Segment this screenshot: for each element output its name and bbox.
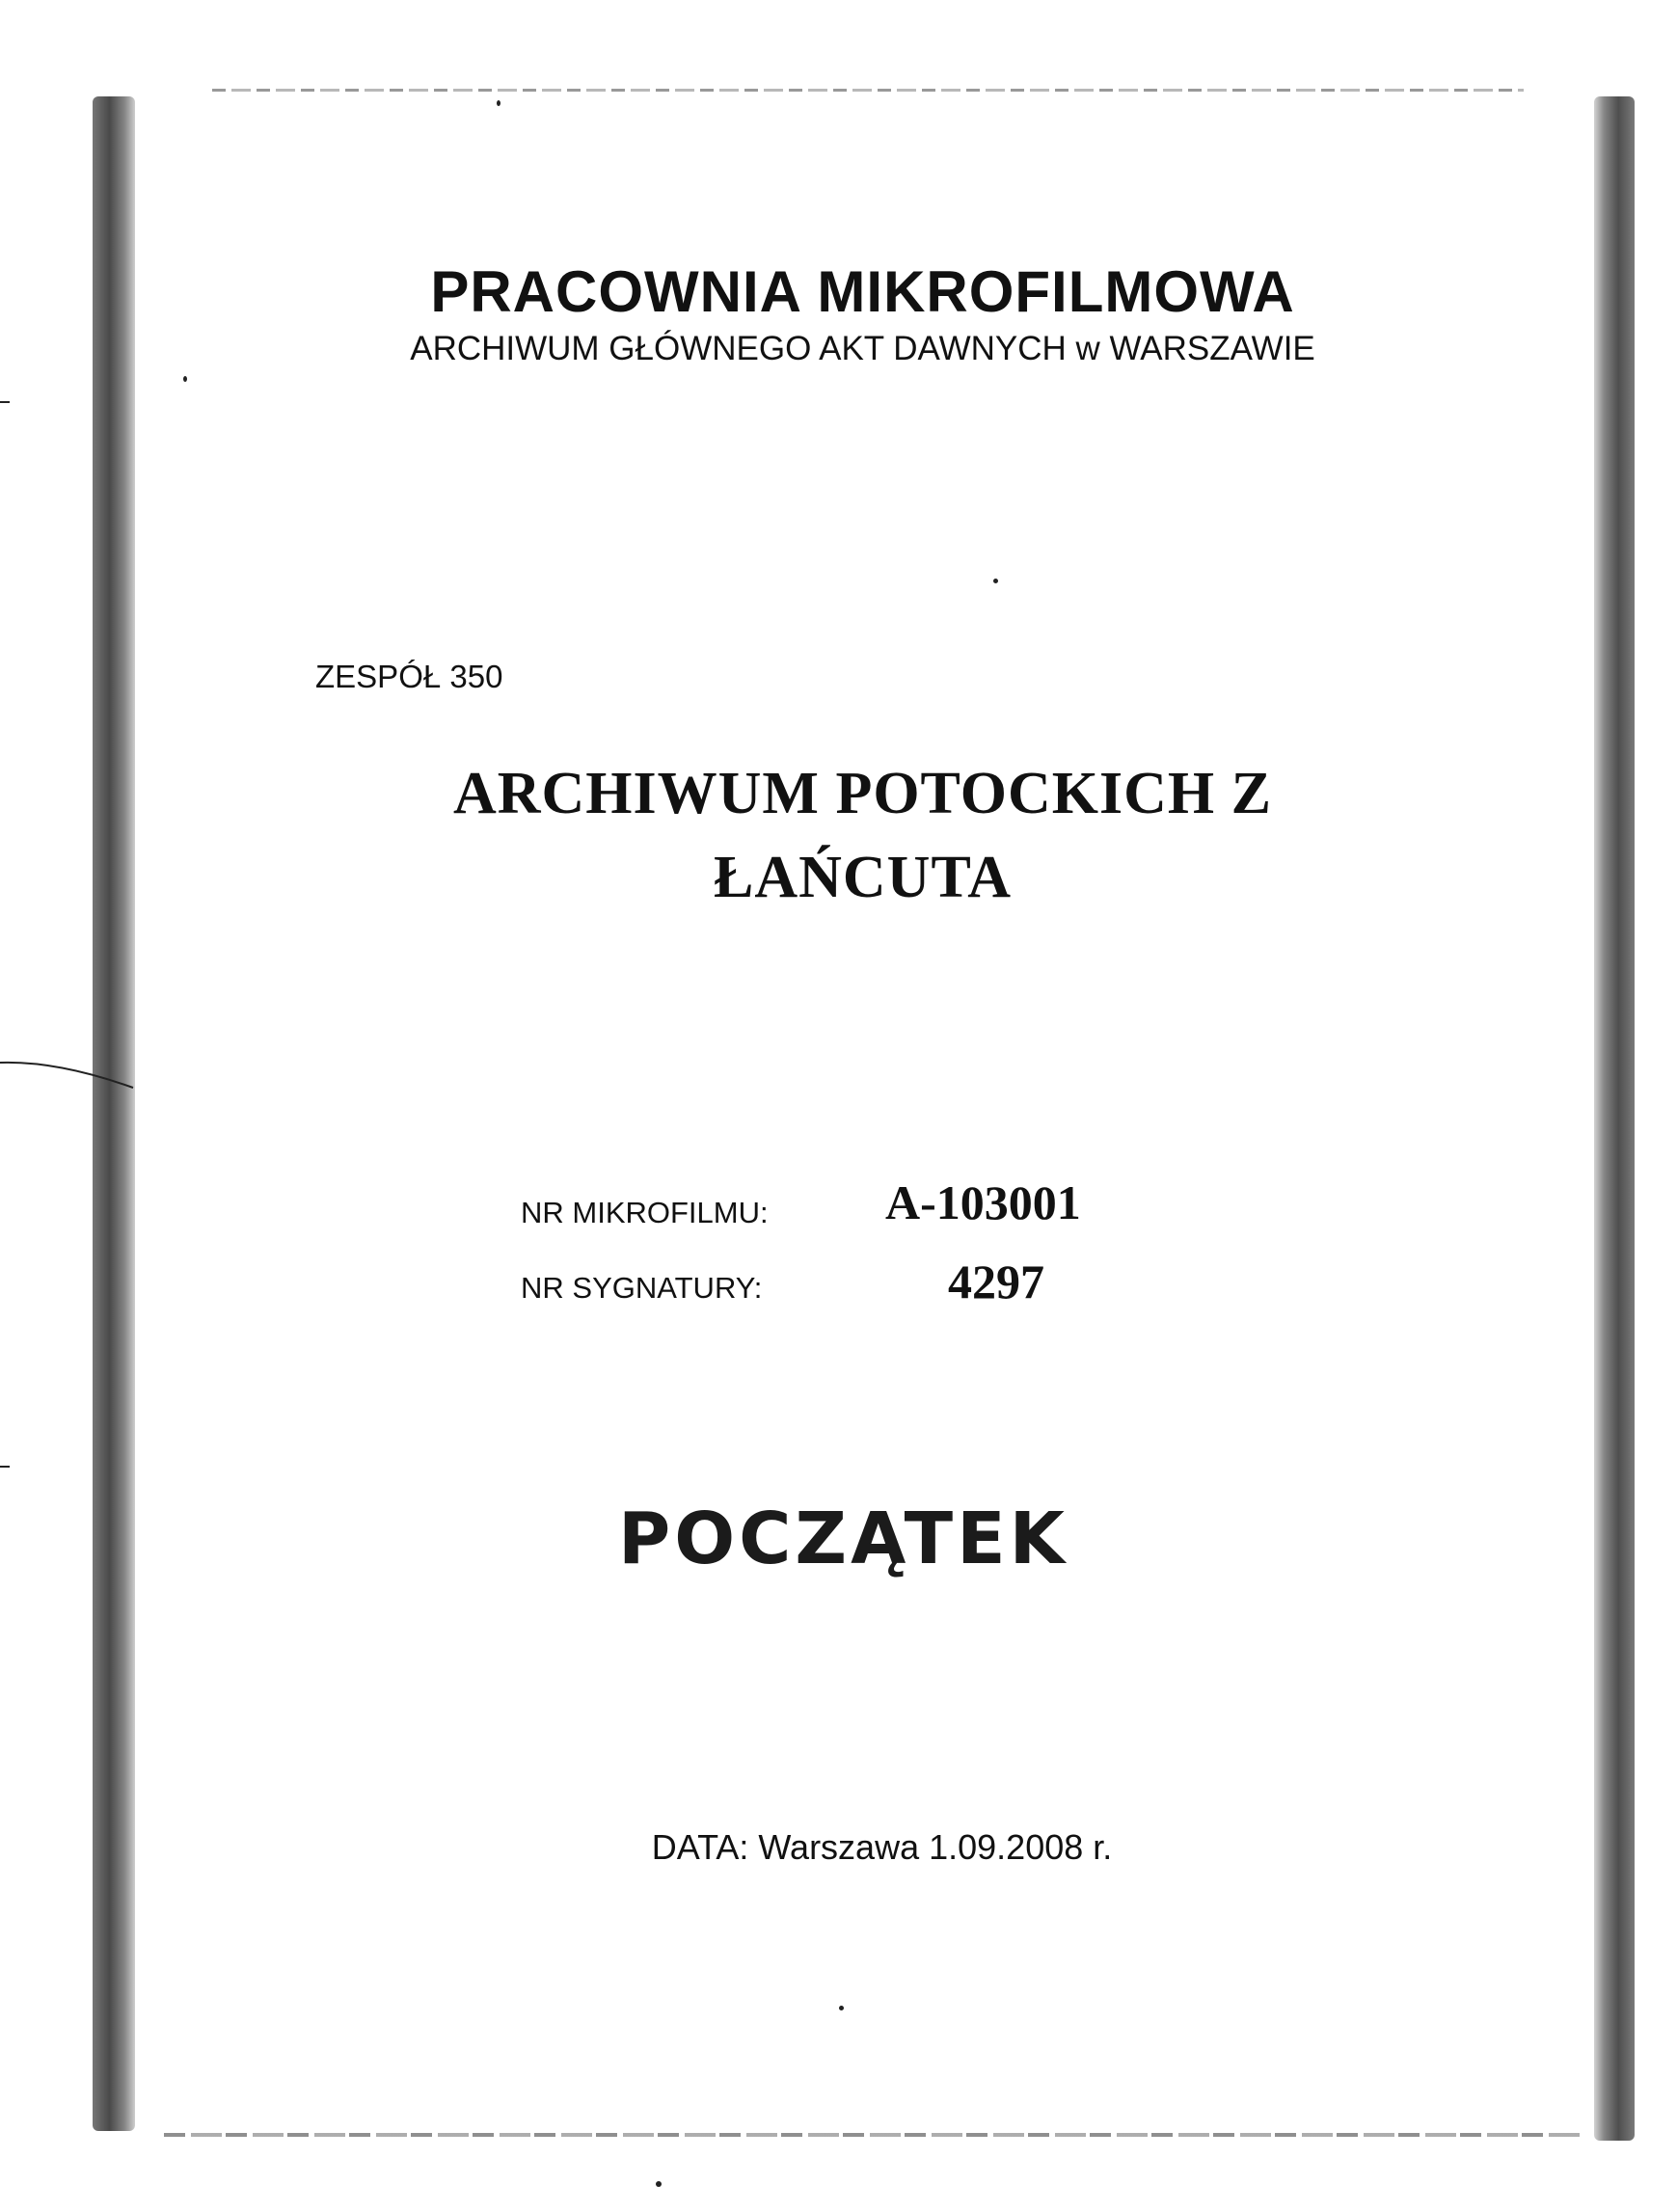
signature-number-value: 4297 <box>948 1254 1044 1308</box>
scan-speck <box>656 2181 662 2187</box>
scan-edge-left <box>93 96 135 2131</box>
microfilm-number-value: A-103001 <box>885 1175 1081 1229</box>
scan-edge-bottom <box>164 2133 1582 2137</box>
signature-number-label: NR SYGNATURY: <box>521 1271 763 1305</box>
scan-speck <box>993 579 998 583</box>
date-line: DATA: Warszawa 1.09.2008 r. <box>651 1827 1113 1867</box>
page-subtitle: ARCHIWUM GŁÓWNEGO AKT DAWNYCH w WARSZAWIE <box>410 330 1315 367</box>
start-marker: POCZĄTEK <box>617 1497 1068 1580</box>
scan-speck <box>839 2006 844 2010</box>
collection-name-line1: ARCHIWUM POTOCKICH Z <box>452 761 1272 826</box>
collection-label: ZESPÓŁ 350 <box>315 659 503 694</box>
scan-edge-top <box>212 89 1524 92</box>
scan-speck <box>0 1466 10 1468</box>
microfilm-number-label: NR MIKROFILMU: <box>521 1196 769 1229</box>
scan-speck <box>497 100 500 106</box>
scan-speck <box>0 401 10 403</box>
collection-name-line2: ŁAŃCUTA <box>714 845 1012 910</box>
scan-speck <box>183 376 187 382</box>
page-title: PRACOWNIA MIKROFILMOWA <box>430 259 1295 324</box>
scan-scratch-mark <box>0 1051 135 1090</box>
